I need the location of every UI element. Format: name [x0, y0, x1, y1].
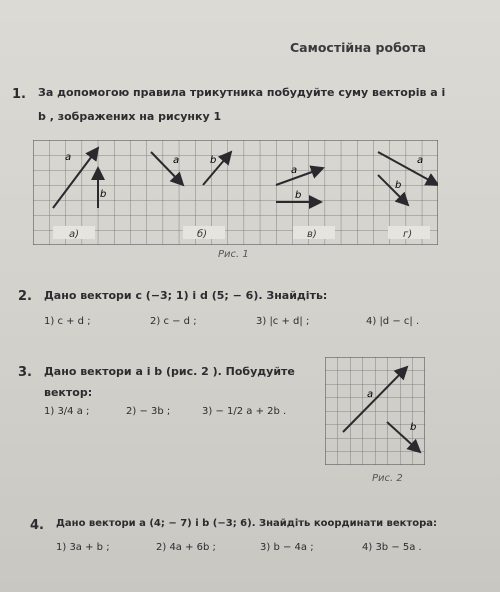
panel-d-label-b: b — [395, 180, 402, 191]
task1-line1: За допомогою правила трикутника побудуйте суму векторів a і — [38, 86, 446, 99]
figure-2-grid — [325, 357, 425, 465]
figure-2-label-a: a — [367, 389, 374, 400]
task1-line2: b , зображених на рисунку 1 — [38, 110, 222, 123]
panel-d-label-a: a — [417, 155, 424, 166]
task4-number: 4. — [30, 518, 44, 533]
task2-item-4: 4) |d − c| . — [366, 316, 420, 327]
panel-a-label-a: a — [65, 152, 72, 163]
figure-2-caption: Рис. 2 — [372, 473, 403, 484]
panel-label-d: г) — [403, 229, 413, 240]
panel-a-label-b: b — [100, 189, 107, 200]
task3-line2: вектор: — [44, 386, 93, 399]
panel-c-label-a: a — [291, 165, 298, 176]
panel-label-c: в) — [307, 229, 317, 240]
task4-item-1: 1) 3a + b ; — [56, 542, 110, 553]
panel-label-b: б) — [197, 229, 208, 240]
task3-number: 3. — [18, 365, 32, 380]
task2-text: Дано вектори c (−3; 1) і d (5; − 6). Знайдіть: — [44, 289, 328, 302]
task2-item-3: 3) |c + d| ; — [256, 316, 310, 327]
panel-b-label-b: b — [210, 155, 217, 166]
task2-number: 2. — [18, 289, 32, 304]
task2-item-1: 1) c + d ; — [44, 316, 91, 327]
figure-1-grid — [33, 140, 438, 245]
task4-item-4: 4) 3b − 5a . — [362, 542, 422, 553]
task3-item-3: 3) − 1/2 a + 2b . — [202, 406, 287, 417]
task4-item-2: 2) 4a + 6b ; — [156, 542, 216, 553]
panel-b-label-a: a — [173, 155, 180, 166]
figure-2-label-b: b — [410, 422, 417, 433]
figure-1-caption: Рис. 1 — [218, 249, 249, 260]
panel-label-a: а) — [69, 229, 80, 240]
page-title: Самостійна робота — [290, 40, 427, 55]
task3-item-1: 1) 3/4 a ; — [44, 406, 90, 417]
task2-item-2: 2) c − d ; — [150, 316, 197, 327]
task4-text: Дано вектори a (4; − 7) і b (−3; 6). Знайдіть координати вектора: — [56, 518, 438, 529]
task3-item-2: 2) − 3b ; — [126, 406, 171, 417]
task3-line1: Дано вектори a і b (рис. 2 ). Побудуйте — [44, 365, 295, 378]
panel-c-label-b: b — [295, 190, 302, 201]
task4-item-3: 3) b − 4a ; — [260, 542, 314, 553]
task1-number: 1. — [12, 87, 26, 102]
